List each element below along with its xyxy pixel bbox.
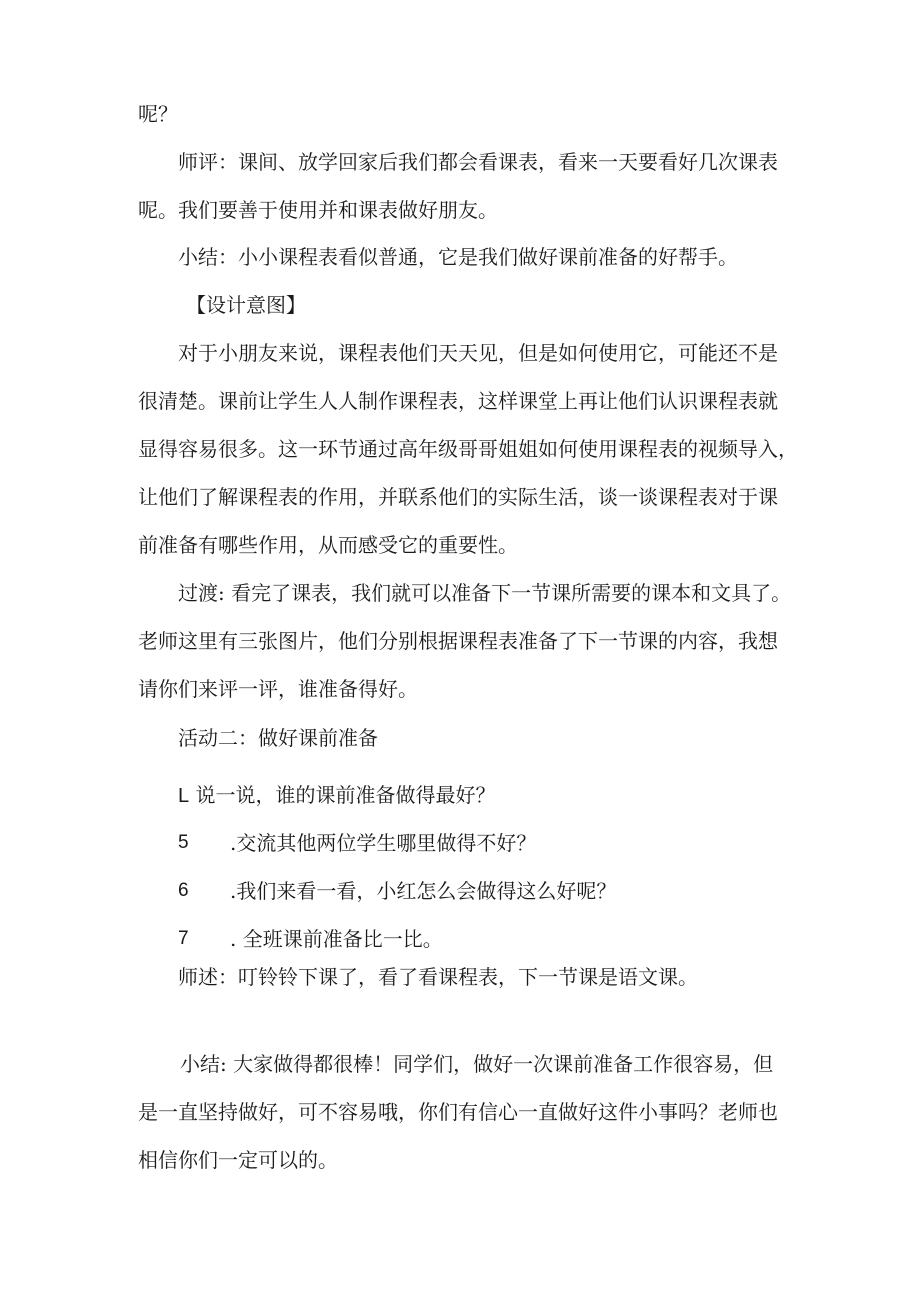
list-item-1 [178, 781, 495, 810]
activity-heading: 活动二：做好课前准备 [178, 726, 378, 750]
list-number: 7 [178, 928, 189, 949]
text-line-19: 相信你们一定可以的。 [138, 1148, 338, 1172]
text-line-8: 显得容易很多。这一环节通过高年级哥哥姐姐如何使用课程表的视频导入， [138, 437, 798, 461]
text-line-7: 很清楚。课前让学生人人制作课程表，这样课堂上再让他们认识课程表就 [138, 389, 778, 413]
text-line-4: 小结：小小课程表看似普通，它是我们做好课前准备的好帮手。 [178, 245, 738, 269]
text-line-18: 是一直坚持做好，可不容易哦，你们有信心一直做好这件小事吗？老师也 [138, 1100, 778, 1124]
text-line-16: 师述：叮铃铃下课了，看了看课程表，下一节课是语文课。 [178, 965, 698, 989]
text-line-6: 对于小朋友来说，课程表他们天天见，但是如何使用它，可能还不是 [178, 341, 778, 365]
text-line-2: 师评：课间、放学回家后我们都会看课表，看来一天要看好几次课表 [178, 150, 778, 174]
list-item-text: .交流其他两位学生哪里做得不好？ [230, 831, 537, 855]
list-item-text: . 全班课前准备比一比。 [230, 927, 443, 951]
list-marker: L [178, 785, 190, 807]
list-number: 6 [178, 880, 189, 901]
text-line-17: 小结: 大家做得都很棒！同学们，做好一次课前准备工作很容易，但 [180, 1052, 774, 1076]
text-line-3: 呢。我们要善于使用并和课表做好朋友。 [138, 198, 498, 222]
list-item-text: .我们来看一看，小红怎么会做得这么好呢？ [230, 879, 617, 903]
text-line-13: 请你们来评一评，谁准备得好。 [138, 677, 418, 701]
text-line-10: 前准备有哪些作用，从而感受它的重要性。 [138, 533, 518, 557]
list-number: 5 [178, 832, 189, 853]
text-line-1: 呢？ [138, 102, 178, 126]
list-item-text: 说一说，谁的课前准备做得最好？ [195, 783, 496, 807]
section-heading: 【设计意图】 [186, 293, 306, 317]
text-line-11: 过渡: 看完了课表，我们就可以准备下一节课所需要的课本和文具了。 [178, 581, 792, 605]
text-line-12: 老师这里有三张图片，他们分别根据课程表准备了下一节课的内容，我想 [138, 629, 778, 653]
text-line-9: 让他们了解课程表的作用，并联系他们的实际生活，谈一谈课程表对于课 [138, 485, 778, 509]
